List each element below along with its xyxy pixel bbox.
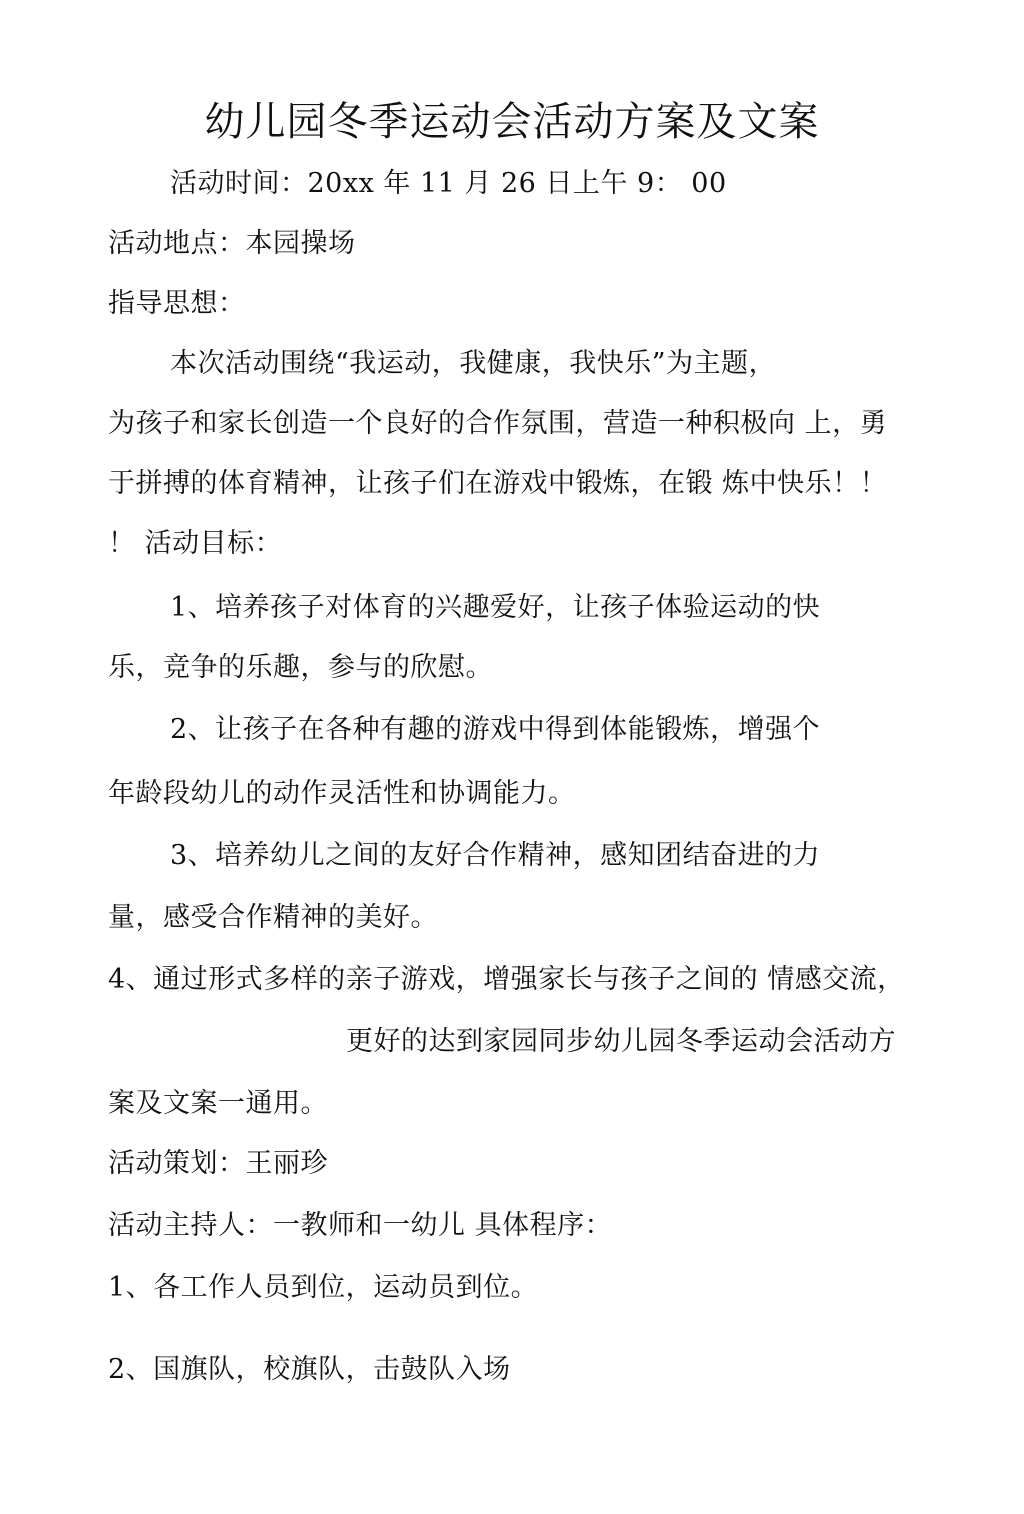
text-line-goal-4-continued-2: 案及文案一通用。	[108, 1088, 328, 1119]
text-line-goal-2: 2、让孩子在各种有趣的游戏中得到体能锻炼，增强个	[170, 714, 821, 745]
document-title: 幼儿园冬季运动会活动方案及文案	[204, 99, 820, 145]
text-line-goal-3: 3、培养幼儿之间的友好合作精神，感知团结奋进的力	[170, 840, 821, 871]
text-line-theme-continued-2: 于拼搏的体育精神，让孩子们在游戏中锻炼，在锻 炼中快乐！！	[108, 468, 888, 499]
text-line-goal-4-continued-1: 更好的达到家园同步幼儿园冬季运动会活动方	[346, 1026, 896, 1057]
text-line-goals-heading: ！ 活动目标：	[108, 528, 283, 559]
text-line-program-step-2: 2、国旗队，校旗队，击鼓队入场	[108, 1354, 511, 1385]
text-line-activity-time: 活动时间：20xx 年 11 月 26 日上午 9： 00	[170, 168, 727, 199]
text-line-guiding-thought-heading: 指导思想：	[108, 288, 246, 319]
text-line-activity-location: 活动地点：本园操场	[108, 228, 356, 259]
text-line-theme-continued-1: 为孩子和家长创造一个良好的合作氛围，营造一种积极向 上，勇	[108, 408, 888, 439]
text-line-planner: 活动策划：王丽珍	[108, 1148, 328, 1179]
text-line-program-step-1: 1、各工作人员到位，运动员到位。	[108, 1272, 539, 1303]
text-line-theme: 本次活动围绕“我运动，我健康，我快乐”为主题，	[170, 348, 777, 379]
text-line-goal-1-continued: 乐，竞争的乐趣，参与的欣慰。	[108, 652, 493, 683]
text-line-goal-3-continued: 量，感受合作精神的美好。	[108, 902, 438, 933]
text-line-goal-2-continued: 年龄段幼儿的动作灵活性和协调能力。	[108, 778, 576, 809]
text-line-goal-4: 4、通过形式多样的亲子游戏，增强家长与孩子之间的 情感交流，	[108, 964, 905, 995]
text-line-goal-1: 1、培养孩子对体育的兴趣爱好，让孩子体验运动的快	[170, 592, 821, 623]
text-line-host-and-program: 活动主持人：一教师和一幼儿 具体程序：	[108, 1210, 613, 1241]
